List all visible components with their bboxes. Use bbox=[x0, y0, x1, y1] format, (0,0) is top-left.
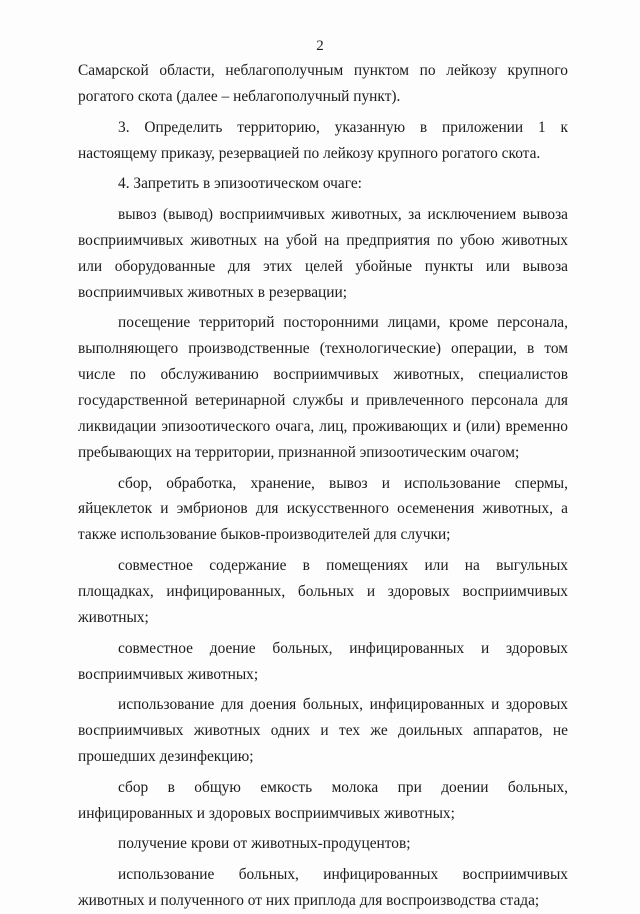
page-number: 2 bbox=[316, 38, 324, 54]
paragraph-continuation: Самарской области, неблагополучным пунктом по лейкозу крупного рогатого скота (далее – неблагополучный пункт). bbox=[78, 62, 568, 105]
prohibition-item: вывоз (вывод) восприимчивых животных, за исключением вывоза восприимчивых животных на убой на предприятия по убою животных или оборудованные для этих целей убойные пункты или вывоза восприимчивых животных в резервации; bbox=[78, 205, 568, 301]
prohibition-item: совместное содержание в помещениях или на выгульных площадках, инфицированных, больных и здоровых восприимчивых животных; bbox=[78, 557, 568, 626]
prohibition-item: сбор в общую емкость молока при доении больных, инфицированных и здоровых восприимчивых животных; bbox=[78, 778, 568, 822]
prohibition-item: использование больных, инфицированных восприимчивых животных и полученного от них приплода для воспроизводства стада; bbox=[78, 866, 568, 909]
paragraph-item-3: 3. Определить территорию, указанную в приложении 1 к настоящему приказу, резервацией по лейкозу крупного рогатого скота. bbox=[78, 118, 568, 162]
document-body bbox=[78, 58, 568, 914]
prohibition-item: использование для доения больных, инфицированных и здоровых восприимчивых животных одних и тех же доильных аппаратов, не прошедших дезинфекцию; bbox=[78, 696, 568, 766]
prohibition-item: сбор, обработка, хранение, вывоз и использование спермы, яйцеклеток и эмбрионов для искусственного осеменения животных, а также использование быков-производителей для случки; bbox=[78, 474, 568, 544]
prohibition-item: получение крови от животных-продуцентов; bbox=[118, 835, 411, 853]
prohibition-item: совместное доение больных, инфицированных и здоровых восприимчивых животных; bbox=[78, 639, 568, 683]
paragraph-item-4: 4. Запретить в эпизоотическом очаге: bbox=[118, 175, 362, 193]
prohibition-item: посещение территорий посторонними лицами, кроме персонала, выполняющего производственные (технологические) операции, в том числе по обслуживанию восприимчивых животных, специалистов государственной ветеринарной службы и привлеченного персонала для ликвидации эпизоотического очага, лиц, проживающих и (или) временно пребывающих на территории, признанной эпизоотическим очагом; bbox=[78, 314, 568, 461]
